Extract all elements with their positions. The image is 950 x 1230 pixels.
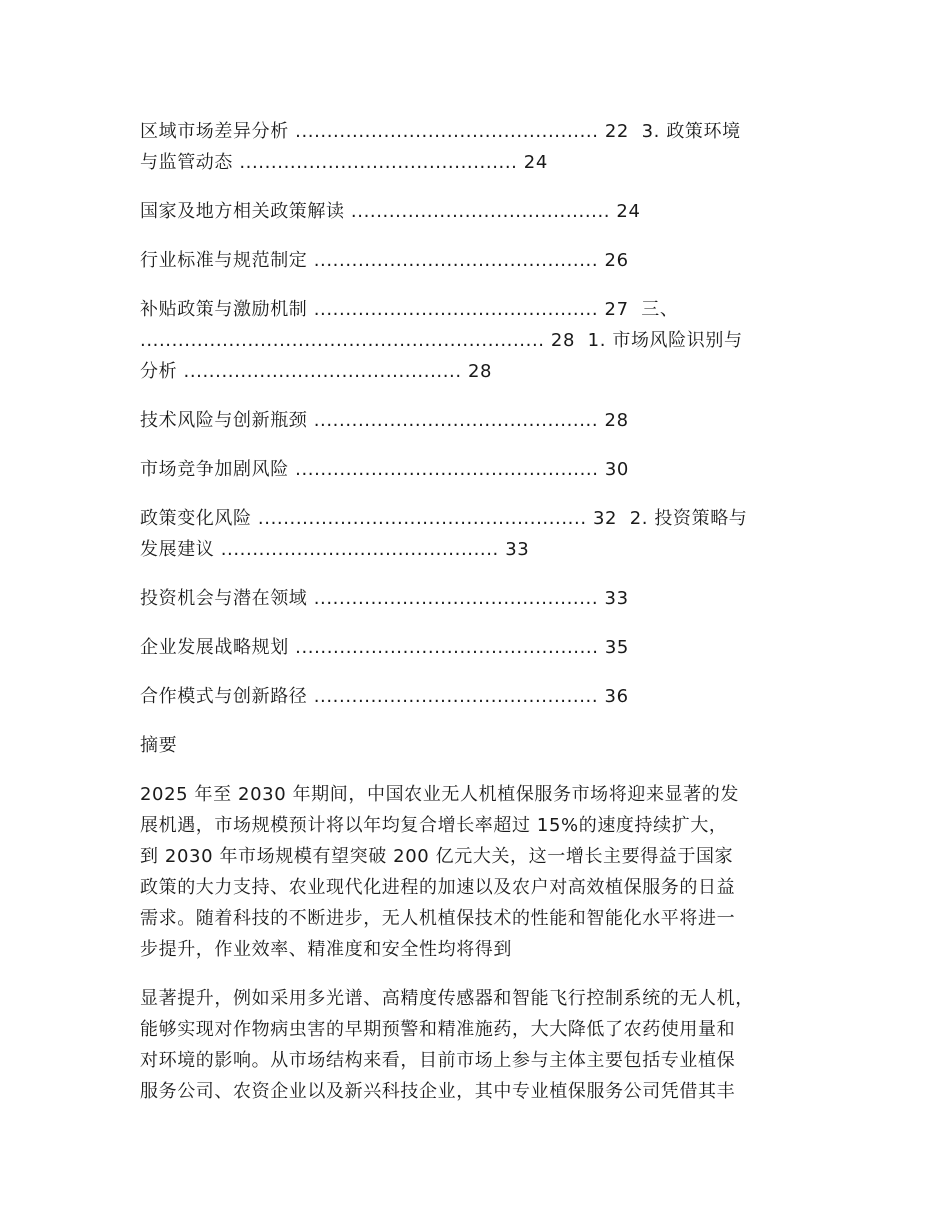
- toc-entry[interactable]: [140, 116, 820, 178]
- toc-line: 企业发展战略规划 ................................................ 35: [140, 637, 629, 658]
- toc-entry[interactable]: [140, 294, 820, 387]
- toc-line: 投资机会与潜在领域 ............................................. 33: [140, 588, 629, 609]
- toc-line: 补贴政策与激励机制 ............................................. 27 三、: [140, 299, 679, 320]
- paragraph-line: 政策的大力支持、农业现代化进程的加速以及农户对高效植保服务的日益: [140, 877, 736, 898]
- toc-entry[interactable]: [140, 196, 820, 227]
- toc-entry[interactable]: [140, 503, 820, 565]
- document-page: [140, 116, 820, 1125]
- paragraph-line: 能够实现对作物病虫害的早期预警和精准施药，大大降低了农药使用量和: [140, 1019, 736, 1040]
- toc-line: 与监管动态 ............................................ 24: [140, 152, 548, 173]
- paragraph-line: 需求。随着科技的不断进步，无人机植保技术的性能和智能化水平将进一: [140, 908, 736, 929]
- toc-line: 区域市场差异分析 ................................................ 22 3. 政策环境: [140, 121, 741, 142]
- toc-entry[interactable]: [140, 454, 820, 485]
- abstract-body: [140, 779, 820, 1107]
- toc-line: 技术风险与创新瓶颈 ............................................. 28: [140, 410, 629, 431]
- paragraph-line: 对环境的影响。从市场结构来看，目前市场上参与主体主要包括专业植保: [140, 1050, 736, 1071]
- toc-line: 国家及地方相关政策解读 ......................................... 24: [140, 201, 641, 222]
- paragraph-line: 服务公司、农资企业以及新兴科技企业，其中专业植保服务公司凭借其丰: [140, 1081, 736, 1102]
- table-of-contents: [140, 116, 820, 712]
- toc-line: 合作模式与创新路径 ............................................. 36: [140, 686, 629, 707]
- toc-entry[interactable]: [140, 405, 820, 436]
- toc-line: 行业标准与规范制定 ............................................. 26: [140, 250, 629, 271]
- toc-line: ................................................................ 28 1. 市场风险识别与: [140, 330, 743, 351]
- paragraph: [140, 983, 820, 1107]
- toc-line: 政策变化风险 .................................................... 32 2. 投资策略与: [140, 508, 748, 529]
- paragraph-line: 到 2030 年市场规模有望突破 200 亿元大关，这一增长主要得益于国家: [140, 846, 734, 867]
- paragraph-line: 展机遇，市场规模预计将以年均复合增长率超过 15%的速度持续扩大，: [140, 815, 728, 836]
- toc-entry[interactable]: [140, 632, 820, 663]
- toc-line: 发展建议 ............................................ 33: [140, 539, 530, 560]
- paragraph-line: 步提升，作业效率、精准度和安全性均将得到: [140, 939, 512, 960]
- toc-line: 分析 ............................................ 28: [140, 361, 493, 382]
- toc-line: 市场竞争加剧风险 ................................................ 30: [140, 459, 629, 480]
- toc-entry[interactable]: [140, 681, 820, 712]
- toc-entry[interactable]: [140, 245, 820, 276]
- toc-entry[interactable]: [140, 583, 820, 614]
- paragraph: [140, 779, 820, 965]
- paragraph-line: 显著提升，例如采用多光谱、高精度传感器和智能飞行控制系统的无人机，: [140, 988, 754, 1009]
- paragraph-line: 2025 年至 2030 年期间，中国农业无人机植保服务市场将迎来显著的发: [140, 784, 739, 805]
- abstract-heading: 摘要: [140, 735, 178, 756]
